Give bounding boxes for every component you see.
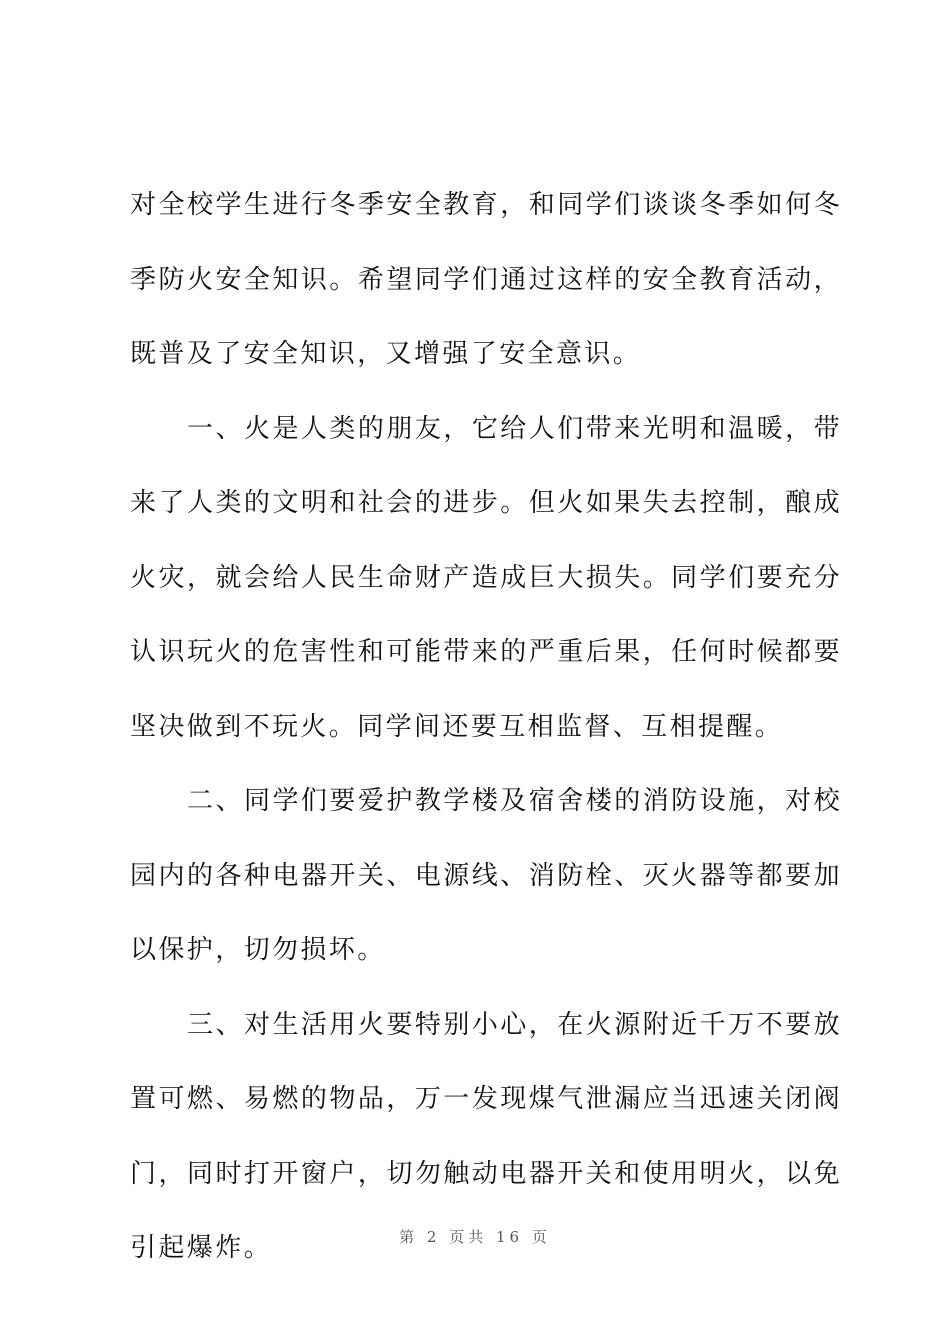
page-footer [0, 1226, 950, 1247]
paragraph-item-1: 一、火是人类的朋友，它给人们带来光明和温暖，带来了人类的文明和社会的进步。但火如果失去控制，酿成火灾，就会给人民生命财产造成巨大损失。同学们要充分认识玩火的危害性和可能带来的严重后果，任何时候都要坚决做到不玩火。同学间还要互相监督、互相提醒。 [130, 413, 842, 742]
document-body [130, 168, 842, 1286]
paragraph-item-2: 二、同学们要爱护教学楼及宿舍楼的消防设施，对校园内的各种电器开关、电源线、消防栓、灭火器等都要加以保护，切勿损坏。 [130, 786, 842, 965]
page-number-label: 第 2 页共 16 页 [399, 1228, 551, 1246]
paragraph-item-3: 三、对生活用火要特别小心，在火源附近千万不要放置可燃、易燃的物品，万一发现煤气泄漏应当迅速关闭阀门，同时打开窗户，切勿触动电器开关和使用明火，以免引起爆炸。 [130, 1009, 842, 1263]
paragraph-intro: 对全校学生进行冬季安全教育，和同学们谈谈冬季如何冬季防火安全知识。希望同学们通过这样的安全教育活动，既普及了安全知识，又增强了安全意识。 [130, 190, 842, 369]
